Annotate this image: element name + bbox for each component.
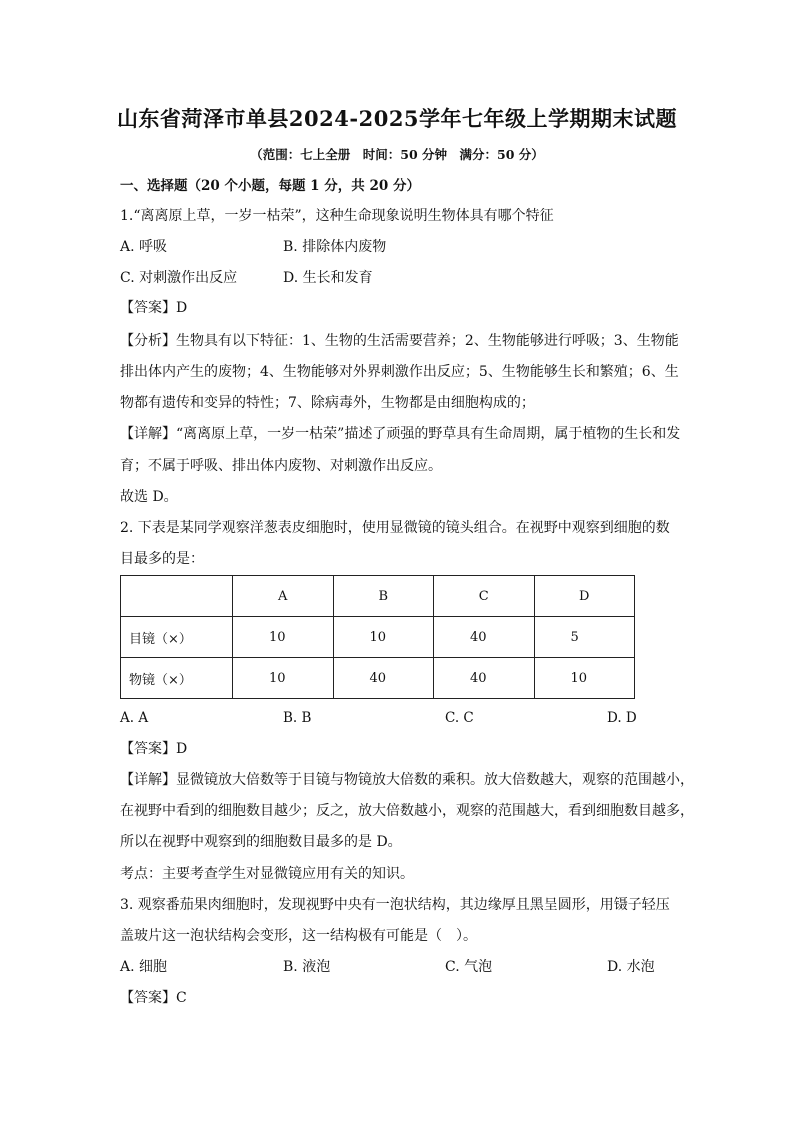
- table-cell: 40: [434, 617, 535, 658]
- q2-detail-line: 在视野中看到的细胞数目越少；反之，放大倍数越小，观察的范围越大，看到细胞数目越多，: [120, 803, 694, 819]
- q2-stem-line: 目最多的是：: [120, 551, 204, 567]
- q3-option-c: C. 气泡: [445, 959, 493, 975]
- q3-option-b: B. 液泡: [283, 959, 331, 975]
- table-cell: 10: [534, 658, 635, 699]
- q1-conclusion: 故选 D。: [120, 489, 178, 505]
- exam-info: （范围：七上全册 时间：50 分钟 满分：50 分）: [250, 147, 544, 162]
- q3-answer: 【答案】C: [120, 990, 187, 1006]
- q2-option-b: B. B: [283, 710, 312, 726]
- table-header-cell: B: [333, 576, 434, 617]
- table-cell: 10: [233, 658, 334, 699]
- q1-analysis-line: 排出体内产生的废物；4、生物能够对外界刺激作出反应；5、生物能够生长和繁殖；6、生: [120, 364, 679, 380]
- q1-answer: 【答案】D: [120, 300, 188, 316]
- q2-option-c: C. C: [445, 710, 474, 726]
- q3-stem-line: 盖玻片这一泡状结构会变形，这一结构极有可能是（ ）。: [120, 928, 477, 944]
- q2-option-a: A. A: [120, 710, 149, 726]
- q1-stem: 1.“离离原上草，一岁一枯荣”，这种生命现象说明生物体具有哪个特征: [120, 208, 554, 224]
- table-row: [121, 617, 635, 658]
- q2-note: 考点：主要考查学生对显微镜应用有关的知识。: [120, 866, 414, 882]
- q1-analysis-line: 物都有遗传和变异的特性；7、除病毒外，生物都是由细胞构成的；: [120, 395, 535, 411]
- table-cell: 5: [534, 617, 635, 658]
- page-title: 山东省菏泽市单县2024-2025学年七年级上学期期末试题: [116, 106, 678, 131]
- table-row: [121, 658, 635, 699]
- q1-option-c: C. 对刺激作出反应: [120, 270, 238, 286]
- row-label-cell: 物镜（×）: [121, 658, 233, 699]
- table-header-row: [121, 576, 635, 617]
- lens-table: [120, 575, 635, 699]
- q3-stem-line: 3. 观察番茄果肉细胞时，发现视野中央有一泡状结构，其边缘厚且黑呈圆形，用镊子轻压: [120, 897, 670, 913]
- q2-option-d: D. D: [607, 710, 637, 726]
- table-corner-cell: [121, 576, 233, 617]
- table-header-cell: A: [233, 576, 334, 617]
- q2-detail-line: 【详解】显微镜放大倍数等于目镜与物镜放大倍数的乘积。放大倍数越大，观察的范围越小，: [120, 772, 694, 788]
- q2-answer: 【答案】D: [120, 741, 188, 757]
- table-header-cell: D: [534, 576, 635, 617]
- q1-analysis-line: 【分析】生物具有以下特征：1、生物的生活需要营养；2、生物能够进行呼吸；3、生物能: [120, 333, 679, 349]
- q1-option-a: A. 呼吸: [120, 239, 168, 255]
- q3-option-d: D. 水泡: [607, 959, 655, 975]
- table-cell: 10: [333, 617, 434, 658]
- table-cell: 10: [233, 617, 334, 658]
- q1-option-b: B. 排除体内废物: [283, 239, 387, 255]
- q1-detail-line: 育；不属于呼吸、排出体内废物、对刺激作出反应。: [120, 458, 442, 474]
- q3-option-a: A. 细胞: [120, 959, 168, 975]
- q1-detail-line: 【详解】“离离原上草，一岁一枯荣”描述了顽强的野草具有生命周期，属于植物的生长和发: [120, 426, 681, 442]
- table-cell: 40: [434, 658, 535, 699]
- table-cell: 40: [333, 658, 434, 699]
- q1-option-d: D. 生长和发育: [283, 270, 373, 286]
- table-header-cell: C: [434, 576, 535, 617]
- q2-detail-line: 所以在视野中观察到的细胞数目最多的是 D。: [120, 834, 402, 850]
- row-label-cell: 目镜（×）: [121, 617, 233, 658]
- section-heading: 一、选择题（20 个小题，每题 1 分，共 20 分）: [120, 178, 420, 194]
- q2-stem-line: 2. 下表是某同学观察洋葱表皮细胞时，使用显微镜的镜头组合。在视野中观察到细胞的数: [120, 520, 670, 536]
